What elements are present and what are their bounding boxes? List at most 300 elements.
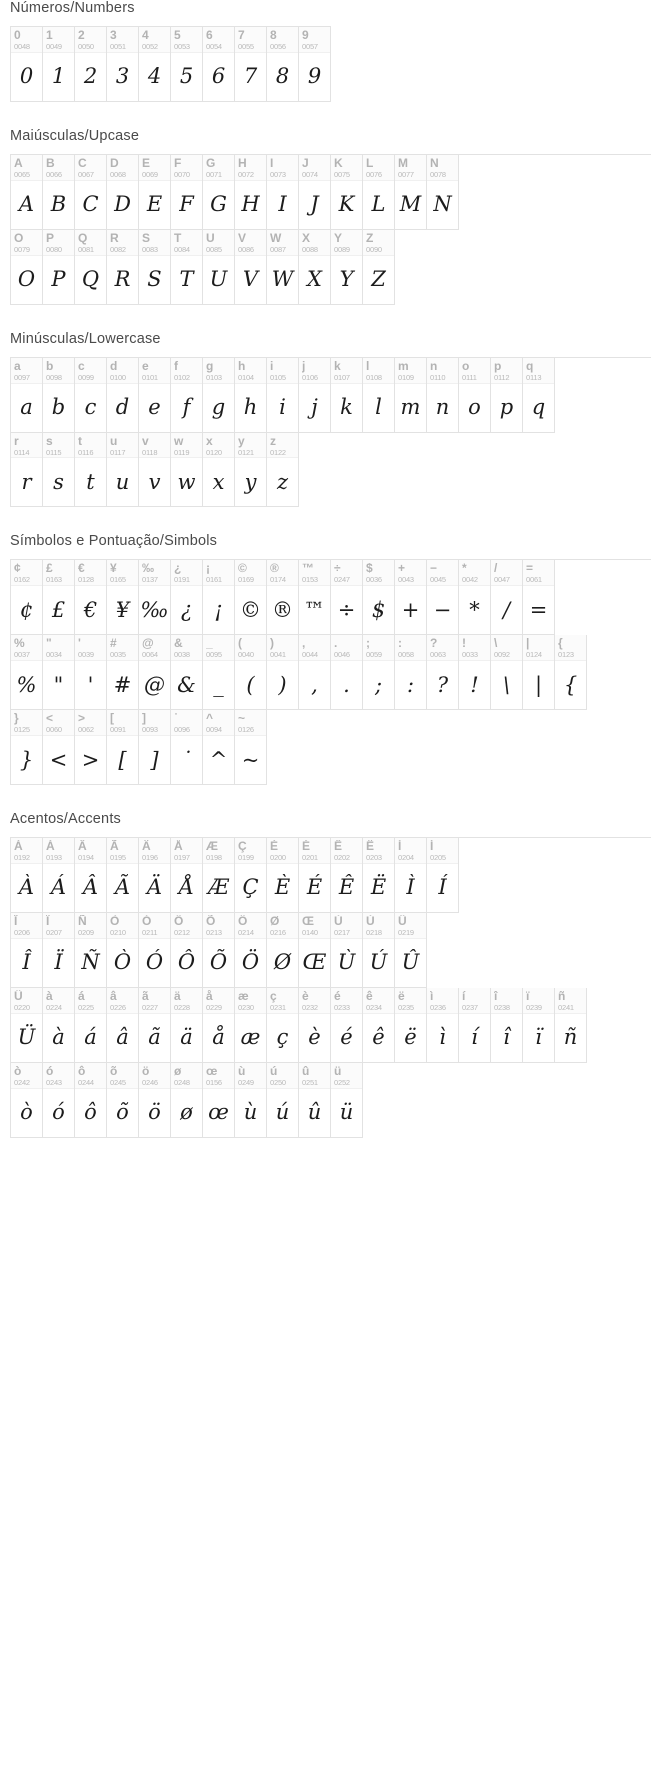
glyph-cell[interactable]: [299, 635, 331, 710]
glyph-sample: G: [210, 192, 227, 217]
glyph-sample: ë: [404, 1025, 417, 1050]
glyph-cell[interactable]: [235, 433, 267, 508]
glyph-cell[interactable]: [235, 358, 267, 433]
glyph-cell[interactable]: [299, 358, 331, 433]
glyph-sample: H: [241, 192, 260, 217]
glyph-section: [0, 128, 661, 305]
glyph-cell[interactable]: [171, 988, 203, 1063]
glyph-cell[interactable]: [427, 635, 459, 710]
glyph-sample: Û: [401, 950, 420, 975]
glyph-cell[interactable]: [299, 1063, 331, 1138]
glyph-cell[interactable]: [299, 560, 331, 635]
glyph-cell[interactable]: [107, 560, 139, 635]
glyph-cell[interactable]: [203, 358, 235, 433]
glyph-char-label: /: [494, 562, 498, 576]
glyph-cell[interactable]: [267, 838, 299, 913]
glyph-sample: ø: [180, 1100, 193, 1124]
glyph-cell[interactable]: [139, 155, 171, 230]
glyph-sample: ê: [372, 1025, 385, 1050]
glyph-cell-header: [395, 635, 426, 661]
glyph-cell[interactable]: [363, 913, 395, 988]
glyph-cell-header: [75, 560, 106, 586]
glyph-char-label: ": [46, 637, 52, 651]
glyph-cell-header: [171, 560, 202, 586]
glyph-cell[interactable]: [107, 988, 139, 1063]
glyph-cell-header: [11, 635, 42, 661]
glyph-cell[interactable]: [107, 710, 139, 785]
glyph-sample: A: [18, 192, 35, 217]
glyph-cell[interactable]: [11, 230, 43, 305]
glyph-cell[interactable]: [75, 155, 107, 230]
glyph-code-label: 0078: [430, 169, 446, 179]
glyph-cell[interactable]: [395, 913, 427, 988]
glyph-code-label: 0092: [494, 650, 510, 660]
glyph-cell[interactable]: [235, 988, 267, 1063]
glyph-cell[interactable]: [75, 560, 107, 635]
glyph-cell[interactable]: [523, 560, 555, 635]
glyph-cell-header: [171, 27, 202, 53]
glyph-row: [11, 1063, 363, 1138]
glyph-cell[interactable]: [107, 838, 139, 913]
glyph-cell[interactable]: [139, 560, 171, 635]
glyph-cell[interactable]: [171, 230, 203, 305]
glyph-cell[interactable]: [203, 230, 235, 305]
glyph-cell[interactable]: [363, 635, 395, 710]
glyph-cell[interactable]: [395, 838, 427, 913]
glyph-cell[interactable]: [139, 988, 171, 1063]
glyph-sample: Ã: [114, 875, 131, 900]
glyph-cell[interactable]: [235, 838, 267, 913]
glyph-cell[interactable]: [107, 635, 139, 710]
glyph-cell[interactable]: [267, 433, 299, 508]
glyph-cell[interactable]: [235, 27, 267, 102]
glyph-cell[interactable]: [11, 560, 43, 635]
glyph-cell[interactable]: [43, 358, 75, 433]
glyph-cell[interactable]: [203, 635, 235, 710]
glyph-row: [11, 27, 331, 102]
glyph-cell-header: [203, 27, 234, 53]
glyph-row: [11, 358, 555, 433]
glyph-cell[interactable]: [203, 710, 235, 785]
glyph-cell-header: [171, 1063, 202, 1089]
glyph-cell[interactable]: [267, 988, 299, 1063]
glyph-cell-header: [75, 913, 106, 939]
glyph-cell[interactable]: [427, 838, 459, 913]
glyph-sample: ": [53, 672, 64, 697]
glyph-cell[interactable]: [363, 358, 395, 433]
glyph-cell[interactable]: [235, 1063, 267, 1138]
glyph-cell-header: [11, 1063, 42, 1089]
glyph-cell[interactable]: [43, 230, 75, 305]
glyph-cell[interactable]: [267, 358, 299, 433]
glyph-cell[interactable]: [139, 710, 171, 785]
glyph-cell[interactable]: [171, 560, 203, 635]
glyph-cell-header: [11, 155, 42, 181]
glyph-code-label: 0252: [334, 1077, 350, 1087]
glyph-cell[interactable]: [363, 230, 395, 305]
glyph-cell-header: [267, 27, 298, 53]
glyph-code-label: 0039: [78, 650, 94, 660]
glyph-cell[interactable]: [171, 635, 203, 710]
glyph-char-label: H: [238, 156, 247, 170]
glyph-sample: F: [179, 192, 194, 217]
glyph-sample: (: [246, 672, 255, 697]
glyph-cell[interactable]: [171, 433, 203, 508]
glyph-cell[interactable]: [43, 27, 75, 102]
glyph-char-label: y: [238, 434, 245, 448]
glyph-char-label: ¡: [206, 562, 210, 576]
glyph-cell[interactable]: [299, 27, 331, 102]
glyph-cell[interactable]: [395, 988, 427, 1063]
glyph-char-label: É: [302, 840, 311, 853]
glyph-cell[interactable]: [331, 1063, 363, 1138]
glyph-char-label: ?: [430, 637, 438, 651]
glyph-cell[interactable]: [11, 27, 43, 102]
glyph-cell-header: [299, 838, 330, 864]
glyph-cell[interactable]: [331, 230, 363, 305]
glyph-cell[interactable]: [75, 988, 107, 1063]
glyph-cell-header: [363, 635, 394, 661]
glyph-char-label: D: [110, 156, 119, 170]
glyph-cell-header: [299, 155, 330, 181]
glyph-cell[interactable]: [331, 358, 363, 433]
glyph-cell[interactable]: [139, 27, 171, 102]
glyph-sample: ©: [240, 597, 261, 622]
glyph-char-label: ~: [238, 712, 246, 726]
glyph-code-label: 0088: [302, 244, 318, 254]
glyph-sample: œ: [208, 1100, 229, 1124]
glyph-cell[interactable]: [75, 1063, 107, 1138]
glyph-cell[interactable]: [555, 988, 587, 1063]
glyph-code-label: 0091: [110, 725, 126, 735]
glyph-cell[interactable]: [491, 635, 523, 710]
glyph-cell[interactable]: [331, 838, 363, 913]
glyph-cell[interactable]: [11, 838, 43, 913]
glyph-sample: 8: [275, 64, 290, 89]
glyph-cell[interactable]: [267, 230, 299, 305]
glyph-sample: î: [503, 1025, 510, 1050]
glyph-sample: W: [271, 267, 294, 292]
glyph-cell[interactable]: [107, 358, 139, 433]
glyph-cell[interactable]: [139, 635, 171, 710]
glyph-char-label: Z: [366, 231, 374, 245]
glyph-cell[interactable]: [171, 710, 203, 785]
glyph-cell[interactable]: [203, 988, 235, 1063]
section-title: Números/Numbers: [10, 0, 135, 16]
glyph-cell[interactable]: [107, 1063, 139, 1138]
glyph-cell[interactable]: [203, 27, 235, 102]
glyph-sample: E: [146, 192, 163, 217]
glyph-char-label: F: [174, 156, 182, 170]
glyph-cell[interactable]: [43, 560, 75, 635]
glyph-code-label: 0229: [206, 1002, 222, 1012]
glyph-cell-header: [75, 988, 106, 1014]
glyph-cell[interactable]: [523, 358, 555, 433]
glyph-cell-header: [139, 838, 170, 864]
glyph-cell[interactable]: [299, 913, 331, 988]
glyph-sample: >: [81, 747, 100, 772]
glyph-char-label: ™: [302, 562, 314, 576]
glyph-cell[interactable]: [459, 988, 491, 1063]
glyph-cell-header: [139, 635, 170, 661]
glyph-cell[interactable]: [523, 635, 555, 710]
glyph-code-label: 0099: [78, 372, 94, 382]
glyph-cell-header: [395, 838, 426, 864]
glyph-cell-header: [267, 358, 298, 384]
glyph-cell[interactable]: [107, 230, 139, 305]
glyph-row: [11, 560, 555, 635]
glyph-cell[interactable]: [75, 27, 107, 102]
glyph-cell[interactable]: [395, 560, 427, 635]
glyph-char-label: Æ: [206, 840, 218, 853]
glyph-cell[interactable]: [11, 155, 43, 230]
glyph-cell[interactable]: [299, 838, 331, 913]
glyph-code-label: 0197: [174, 853, 190, 862]
glyph-cell-header: [235, 155, 266, 181]
glyph-cell-header: [107, 913, 138, 939]
glyph-cell[interactable]: [395, 358, 427, 433]
glyph-cell[interactable]: [491, 560, 523, 635]
glyph-cell-header: [107, 1063, 138, 1089]
glyph-sample: ,: [311, 672, 318, 697]
glyph-sample: x: [212, 469, 225, 494]
glyph-cell[interactable]: [267, 27, 299, 102]
glyph-sample: @: [144, 672, 165, 697]
glyph-cell[interactable]: [459, 560, 491, 635]
glyph-cell[interactable]: [555, 635, 587, 710]
glyph-char-label: æ: [238, 989, 249, 1003]
glyph-code-label: 0140: [302, 927, 318, 937]
glyph-cell-header: [299, 635, 330, 661]
glyph-char-label: Ê: [334, 840, 343, 853]
glyph-cell[interactable]: [491, 358, 523, 433]
glyph-code-label: 0217: [334, 927, 350, 937]
glyph-cell[interactable]: [363, 838, 395, 913]
glyph-sample: 6: [211, 64, 226, 89]
glyph-sample: X: [307, 267, 322, 292]
glyph-cell[interactable]: [299, 230, 331, 305]
glyph-cell-header: [363, 230, 394, 256]
glyph-cell[interactable]: [491, 988, 523, 1063]
glyph-cell[interactable]: [235, 635, 267, 710]
glyph-code-label: 0235: [398, 1002, 414, 1012]
glyph-cell[interactable]: [363, 560, 395, 635]
glyph-char-label: á: [78, 989, 85, 1003]
glyph-cell[interactable]: [107, 155, 139, 230]
glyph-cell[interactable]: [43, 433, 75, 508]
glyph-char-label: X: [302, 231, 311, 245]
glyph-cell[interactable]: [427, 988, 459, 1063]
glyph-cell[interactable]: [395, 635, 427, 710]
glyph-cell[interactable]: [171, 1063, 203, 1138]
glyph-cell[interactable]: [75, 635, 107, 710]
glyph-cell[interactable]: [331, 635, 363, 710]
glyph-char-label: 7: [238, 29, 245, 42]
glyph-cell-header: [523, 358, 554, 384]
glyph-cell-header: [43, 230, 74, 256]
glyph-cell[interactable]: [331, 560, 363, 635]
glyph-sample: Ú: [369, 950, 388, 975]
glyph-char-label: W: [270, 231, 282, 245]
section-title: Acentos/Accents: [10, 811, 121, 827]
glyph-sample: $: [371, 597, 386, 622]
glyph-cell[interactable]: [299, 155, 331, 230]
glyph-cell[interactable]: [203, 433, 235, 508]
glyph-char-label: j: [302, 359, 306, 373]
glyph-code-label: 0250: [270, 1077, 286, 1087]
glyph-sample: ®: [272, 597, 293, 622]
glyph-code-label: 0060: [46, 725, 62, 735]
glyph-cell[interactable]: [43, 155, 75, 230]
glyph-cell[interactable]: [11, 433, 43, 508]
glyph-cell[interactable]: [11, 913, 43, 988]
glyph-cell[interactable]: [75, 710, 107, 785]
glyph-cell-header: [203, 838, 234, 864]
glyph-cell[interactable]: [459, 635, 491, 710]
glyph-cell-header: [555, 635, 586, 661]
glyph-cell[interactable]: [171, 358, 203, 433]
glyph-cell[interactable]: [459, 358, 491, 433]
glyph-cell[interactable]: [427, 358, 459, 433]
glyph-sample: Ù: [337, 950, 356, 975]
glyph-cell[interactable]: [331, 913, 363, 988]
glyph-code-label: 0110: [430, 372, 446, 382]
glyph-cell[interactable]: [203, 838, 235, 913]
glyph-cell[interactable]: [11, 988, 43, 1063]
glyph-cell[interactable]: [171, 913, 203, 988]
glyph-char-label: N: [430, 156, 439, 170]
glyph-cell[interactable]: [75, 230, 107, 305]
glyph-cell[interactable]: [11, 358, 43, 433]
glyph-cell[interactable]: [267, 155, 299, 230]
glyph-code-label: 0089: [334, 244, 350, 254]
glyph-cell-header: [267, 230, 298, 256]
glyph-cell[interactable]: [171, 27, 203, 102]
glyph-cell[interactable]: [75, 433, 107, 508]
glyph-char-label: b: [46, 359, 54, 373]
glyph-cell[interactable]: [139, 838, 171, 913]
glyph-sample: N: [433, 192, 452, 217]
glyph-cell[interactable]: [395, 155, 427, 230]
glyph-cell-header: [43, 1063, 74, 1089]
glyph-char-label: à: [46, 989, 53, 1003]
glyph-cell-header: [235, 230, 266, 256]
glyph-cell[interactable]: [267, 560, 299, 635]
glyph-cell[interactable]: [235, 913, 267, 988]
glyph-cell[interactable]: [11, 710, 43, 785]
glyph-code-label: 0205: [430, 853, 446, 862]
glyph-code-label: 0085: [206, 244, 222, 254]
glyph-cell[interactable]: [43, 913, 75, 988]
glyph-grid: [10, 154, 651, 305]
glyph-code-label: 0057: [302, 42, 318, 51]
glyph-cell[interactable]: [75, 913, 107, 988]
glyph-cell[interactable]: [139, 358, 171, 433]
glyph-sample: À: [18, 875, 35, 900]
glyph-cell[interactable]: [267, 913, 299, 988]
glyph-cell[interactable]: [235, 710, 267, 785]
glyph-cell[interactable]: [235, 560, 267, 635]
glyph-cell[interactable]: [107, 27, 139, 102]
glyph-cell[interactable]: [203, 1063, 235, 1138]
glyph-sample: 7: [243, 64, 258, 89]
glyph-cell[interactable]: [43, 635, 75, 710]
glyph-cell[interactable]: [299, 988, 331, 1063]
glyph-cell[interactable]: [43, 1063, 75, 1138]
glyph-cell[interactable]: [139, 433, 171, 508]
glyph-char-label: œ: [206, 1064, 218, 1078]
glyph-cell[interactable]: [203, 560, 235, 635]
glyph-cell[interactable]: [267, 1063, 299, 1138]
glyph-code-label: 0202: [334, 853, 350, 862]
glyph-char-label: \: [494, 637, 498, 651]
glyph-cell-header: [555, 988, 586, 1014]
glyph-cell[interactable]: [203, 155, 235, 230]
glyph-cell[interactable]: [427, 560, 459, 635]
glyph-sample: ¿: [180, 597, 193, 622]
glyph-cell[interactable]: [267, 635, 299, 710]
glyph-cell[interactable]: [43, 988, 75, 1063]
glyph-cell[interactable]: [427, 155, 459, 230]
glyph-cell-header: [459, 635, 490, 661]
glyph-sample: q: [531, 395, 546, 419]
glyph-code-label: 0107: [334, 372, 350, 382]
glyph-code-label: 0163: [46, 575, 62, 585]
glyph-sample: \: [502, 672, 511, 697]
glyph-cell[interactable]: [107, 913, 139, 988]
glyph-cell[interactable]: [171, 838, 203, 913]
glyph-code-label: 0233: [334, 1002, 350, 1012]
glyph-cell[interactable]: [75, 358, 107, 433]
glyph-code-label: 0219: [398, 927, 414, 937]
glyph-cell[interactable]: [139, 1063, 171, 1138]
glyph-cell[interactable]: [11, 1063, 43, 1138]
glyph-char-label: G: [206, 156, 216, 170]
glyph-code-label: 0097: [14, 372, 30, 382]
glyph-sample: 5: [179, 64, 194, 89]
glyph-sample: K: [338, 192, 355, 217]
glyph-cell-header: [363, 358, 394, 384]
glyph-cell[interactable]: [43, 838, 75, 913]
glyph-cell[interactable]: [107, 433, 139, 508]
glyph-char-label: ^: [206, 712, 214, 726]
glyph-cell-header: [363, 155, 394, 181]
glyph-cell[interactable]: [43, 710, 75, 785]
glyph-cell[interactable]: [363, 155, 395, 230]
glyph-char-label: .: [334, 637, 338, 651]
glyph-cell-header: [139, 560, 170, 586]
glyph-cell-header: [107, 635, 138, 661]
glyph-cell[interactable]: [75, 838, 107, 913]
glyph-cell[interactable]: [171, 155, 203, 230]
glyph-cell[interactable]: [139, 913, 171, 988]
glyph-cell[interactable]: [363, 988, 395, 1063]
glyph-char-label: Î: [14, 914, 18, 928]
glyph-cell-header: [427, 560, 458, 586]
glyph-cell[interactable]: [331, 155, 363, 230]
glyph-cell-header: [331, 988, 362, 1014]
glyph-cell-header: [235, 635, 266, 661]
glyph-cell[interactable]: [139, 230, 171, 305]
glyph-cell[interactable]: [235, 230, 267, 305]
glyph-cell[interactable]: [203, 913, 235, 988]
glyph-cell[interactable]: [523, 988, 555, 1063]
glyph-cell[interactable]: [331, 988, 363, 1063]
glyph-cell[interactable]: [11, 635, 43, 710]
glyph-cell-header: [523, 560, 554, 586]
glyph-cell[interactable]: [235, 155, 267, 230]
glyph-row: [11, 230, 395, 305]
